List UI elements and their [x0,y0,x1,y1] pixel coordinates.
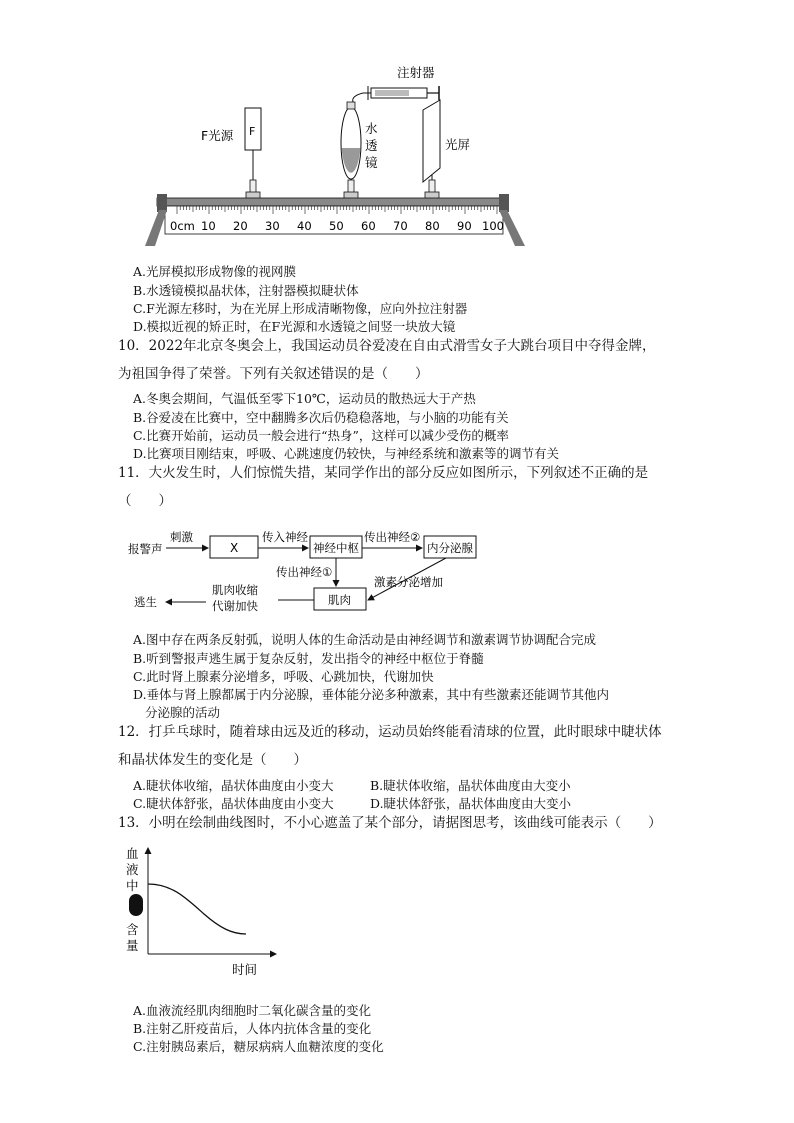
y-label-5: 量 [126,938,139,953]
screen-label: 光屏 [445,137,471,152]
q11-option-c: C.此时肾上腺素分泌增多，呼吸、心跳加快，代谢加快 [133,669,434,684]
q12-option-c: C.睫状体舒张，晶状体曲度由小变大 [133,796,334,811]
q10-option-a: A.冬奥会期间，气温低至零下10℃，运动员的散热远大于产热 [133,391,476,406]
covered-blot [129,894,143,916]
q9-option-c: C.F光源左移时，为在光屏上形成清晰物像，应向外拉注射器 [133,301,468,316]
effect-label-2: 代谢加快 [212,599,258,613]
q13-option-c: C.注射胰岛素后，糖尿病病人血糖浓度的变化 [133,1039,384,1054]
x-label: 时间 [232,962,258,977]
water-lens-icon [341,102,361,179]
f-source-label: F光源 [201,128,234,143]
ruler-label-60: 60 [361,219,376,233]
q12-stem-line1: 12．打乒乓球时，随着球由远及近的移动，运动员始终能看清球的位置，此时眼球中睫状体 [118,724,662,740]
ruler-label-40: 40 [297,219,312,233]
lens-label-1: 水 [365,121,378,136]
reflex-flow-diagram [126,524,486,620]
ruler-label-90: 90 [457,219,472,233]
alarm-label: 报警声 [128,542,163,556]
y-label-1: 血 [126,846,139,861]
q10-option-b: B.谷爱凌在比赛中，空中翻腾多次后仍稳稳落地，与小脑的功能有关 [133,410,509,425]
q12-stem-line2: 和晶状体发生的变化是（ ） [118,752,307,768]
optical-bench-figure [135,58,535,250]
q9-option-b: B.水透镜模拟晶状体，注射器模拟睫状体 [133,283,359,298]
q9-option-a: A.光屏模拟形成物像的视网膜 [133,264,297,279]
q13-option-b: B.注射乙肝疫苗后，人体内抗体含量的变化 [133,1021,372,1036]
q10-option-c: C.比赛开始前，运动员一般会进行“热身”，这样可以减少受伤的概率 [133,428,509,443]
hormone-label: 激素分泌增加 [374,575,443,589]
escape-label: 逃生 [134,595,157,609]
ruler-label-100: 100 [482,219,504,233]
q10-stem-line1: 10．2022年北京冬奥会上，我国运动员谷爱凌在自由式滑雪女子大跳台项目中夺得金牌， [118,338,656,354]
curve-graph-figure [124,842,284,980]
y-label-3: 中 [126,878,139,893]
lens-label-2: 透 [365,138,378,153]
stand-source [246,150,260,200]
efferent1-label: 传出神经① [276,565,333,579]
lens-label-3: 镜 [365,155,378,170]
q11-option-a: A.图中存在两条反射弧，说明人体的生命活动是由神经调节和激素调节协调配合完成 [133,632,597,647]
ruler-label-50: 50 [329,219,344,233]
syringe-icon [353,86,439,102]
q11-stem-line2: （ ） [118,493,172,509]
ruler-label-30: 30 [265,219,280,233]
q10-stem-line2: 为祖国争得了荣誉。下列有关叙述错误的是（ ） [118,366,429,382]
q11-stem-line1: 11．大火发生时，人们惊慌失措，某同学作出的部分反应如图所示，下列叙述不正确的是 [118,465,649,481]
q13-stem: 13．小明在绘制曲线图时，不小心遮盖了某个部分，请据图思考，该曲线可能表示（ ） [118,815,662,831]
effect-label-1: 肌肉收缩 [212,583,258,597]
q12-option-a: A.睫状体收缩，晶状体曲度由小变大 [133,778,334,793]
q12-option-d: D.睫状体舒张，晶状体曲度由大变小 [370,796,572,811]
x-box-label: X [230,541,239,555]
ruler-label-70: 70 [393,219,408,233]
q9-option-d: D.模拟近视的矫正时，在F光源和水透镜之间竖一块放大镜 [133,319,456,334]
ruler-label-20: 20 [233,219,248,233]
ruler-label-0: 0cm [170,219,195,233]
gland-box-label: 内分泌腺 [427,541,473,555]
y-label-4: 含 [126,922,139,937]
y-label-2: 液 [126,862,139,877]
q13-option-a: A.血液流经肌肉细胞时二氧化碳含量的变化 [133,1003,372,1018]
data-curve [148,884,246,934]
efferent2-label: 传出神经② [364,530,421,544]
q12-option-b: B.睫状体收缩，晶状体曲度由大变小 [370,778,571,793]
q11-option-d: D.垂体与肾上腺都属于内分泌腺，垂体能分泌多种激素，其中有些激素还能调节其他内 [133,687,610,702]
stimulus-label: 刺激 [170,530,193,544]
screen-board [423,100,440,182]
q11-option-b: B.听到警报声逃生属于复杂反射，发出指令的神经中枢位于脊髓 [133,651,484,666]
afferent-label: 传入神经 [262,530,308,544]
q10-option-d: D.比赛项目刚结束，呼吸、心跳速度仍较快，与神经系统和激素等的调节有关 [133,446,560,461]
muscle-box-label: 肌肉 [328,593,351,607]
stand-lens [344,179,358,200]
ruler-label-10: 10 [201,219,216,233]
ruler-label-80: 80 [425,219,440,233]
center-box-label: 神经中枢 [313,541,359,555]
q11-option-d-cont: 分泌腺的活动 [145,705,221,720]
syringe-label: 注射器 [397,65,435,80]
f-source-letter: F [249,125,256,138]
